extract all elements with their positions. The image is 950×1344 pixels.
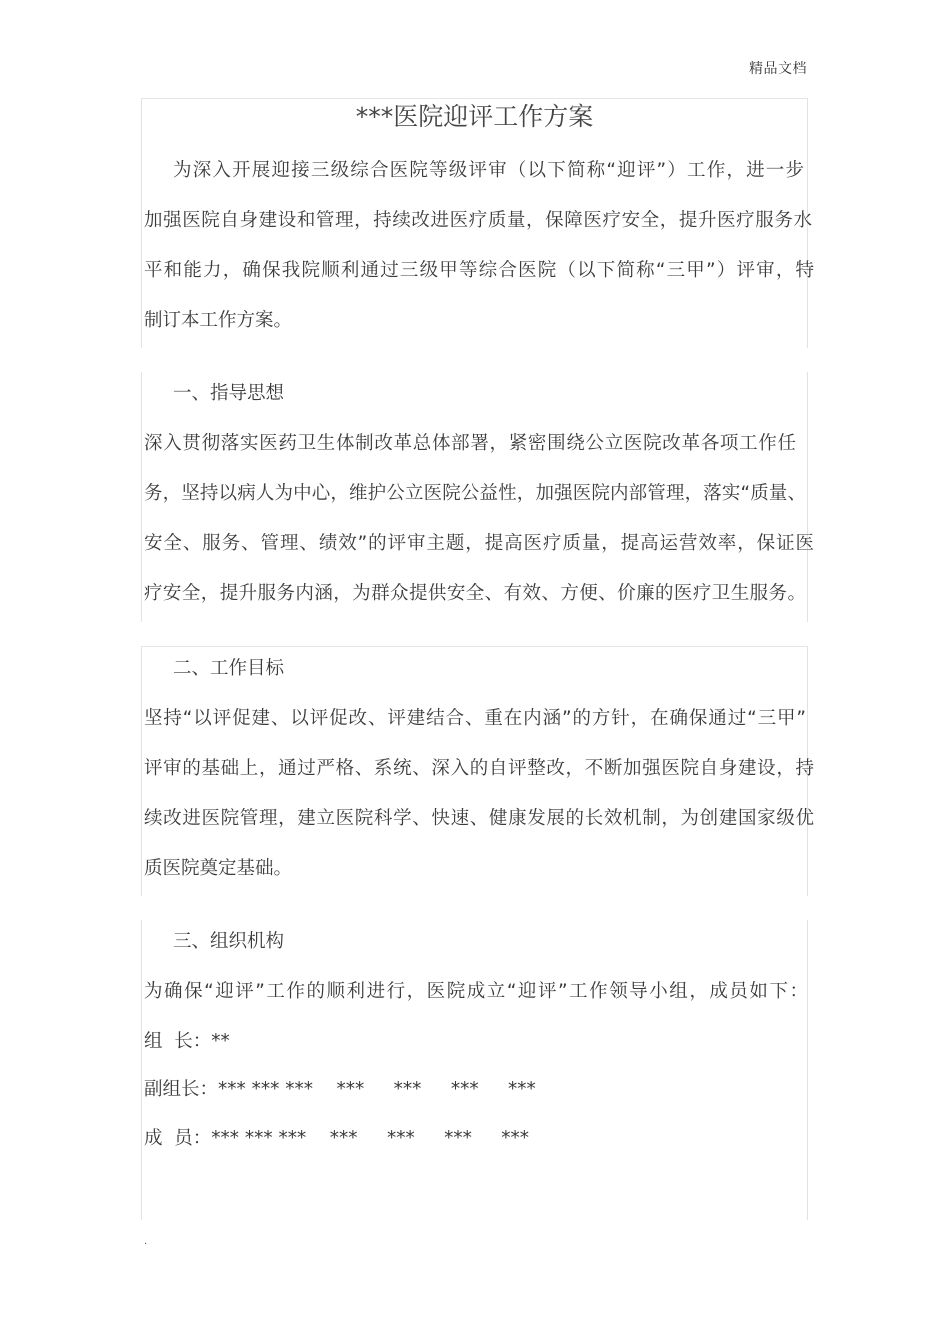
section-line: 疗安全，提升服务内涵，为群众提供安全、有效、方便、价廉的医疗卫生服务。 (144, 583, 806, 604)
section-line: 务，坚持以病人为中心，维护公立医院公益性，加强医院内部管理，落实“质量、 (144, 483, 806, 504)
section-line: 质医院奠定基础。 (144, 858, 293, 879)
section-line: 深入贯彻落实医药卫生体制改革总体部署，紧密围绕公立医院改革各项工作任 (144, 433, 796, 454)
section-heading: 一、指导思想 (173, 383, 285, 404)
section-line: 安全、服务、管理、绩效”的评审主题，提高医疗质量，提高运营效率，保证医 (144, 533, 814, 554)
member-members: 成 员：*** *** *** *** *** *** *** (144, 1128, 530, 1149)
section-line: 为确保“迎评”工作的顺利进行，医院成立“迎评”工作领导小组，成员如下： (144, 981, 808, 1002)
intro-line-2: 加强医院自身建设和管理，持续改进医疗质量，保障医疗安全，提升医疗服务水 (144, 210, 812, 231)
section-guiding-ideology (141, 372, 814, 622)
intro-block (141, 98, 814, 348)
intro-line-3: 平和能力，确保我院顺利通过三级甲等综合医院（以下简称“三甲”）评审，特 (144, 260, 814, 281)
page-header-label: 精品文档 (749, 61, 807, 77)
section-organization (141, 920, 808, 1220)
footer-mark: . (144, 1236, 148, 1247)
member-leader: 组 长：** (144, 1031, 230, 1052)
document-title: ***医院迎评工作方案 (355, 102, 594, 131)
section-work-goals (141, 646, 814, 896)
section-heading: 三、组织机构 (173, 931, 285, 952)
section-line: 坚持“以评促建、以评促改、评建结合、重在内涵”的方针，在确保通过“三甲” (144, 708, 806, 729)
section-line: 评审的基础上，通过严格、系统、深入的自评整改，不断加强医院自身建设，持 (144, 758, 814, 779)
intro-line-1: 为深入开展迎接三级综合医院等级评审（以下简称“迎评”）工作，进一步 (173, 160, 804, 181)
section-line: 续改进医院管理，建立医院科学、快速、健康发展的长效机制，为创建国家级优 (144, 808, 814, 829)
section-heading: 二、工作目标 (173, 658, 285, 679)
member-deputy-leaders: 副组长：*** *** *** *** *** *** *** (144, 1079, 536, 1100)
intro-line-4: 制订本工作方案。 (144, 310, 293, 331)
